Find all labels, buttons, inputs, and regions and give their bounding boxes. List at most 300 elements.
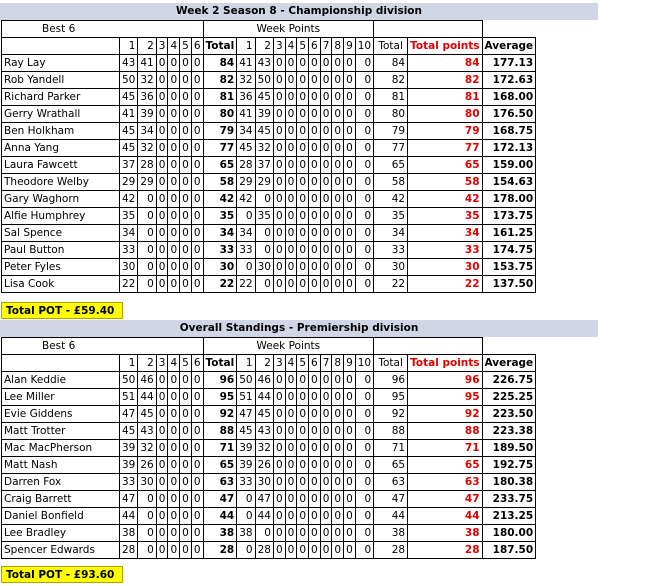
best-total-cell: 38 — [203, 525, 237, 542]
best-score-cell: 0 — [191, 191, 203, 208]
best-score-cell: 0 — [156, 208, 168, 225]
week-score-cell: 0 — [332, 174, 344, 191]
week-score-cell: 0 — [344, 474, 356, 491]
group-header-row — [2, 338, 536, 355]
week-score-cell: 0 — [309, 259, 321, 276]
table-row — [2, 123, 536, 140]
best-column-header: 3 — [156, 355, 168, 372]
best-score-cell: 39 — [138, 106, 156, 123]
best-column-header: 3 — [156, 38, 168, 55]
player-name: Matt Nash — [2, 457, 120, 474]
best-score-cell: 0 — [138, 225, 156, 242]
week-score-cell: 0 — [320, 157, 332, 174]
best-score-cell: 0 — [191, 491, 203, 508]
player-name: Ben Holkham — [2, 123, 120, 140]
best-score-cell: 29 — [120, 174, 138, 191]
total-points-cell: 44 — [408, 508, 482, 525]
week-score-cell: 0 — [297, 406, 309, 423]
week-score-cell: 0 — [297, 55, 309, 72]
week-score-cell: 35 — [255, 208, 273, 225]
week-score-cell: 30 — [255, 474, 273, 491]
table-row — [2, 140, 536, 157]
best-total-cell: 81 — [203, 89, 237, 106]
week-score-cell: 0 — [273, 372, 285, 389]
table-row — [2, 157, 536, 174]
best-score-cell: 0 — [156, 225, 168, 242]
week-score-cell: 0 — [273, 106, 285, 123]
best-score-cell: 0 — [191, 372, 203, 389]
week-score-cell: 36 — [237, 89, 255, 106]
best-score-cell: 0 — [191, 389, 203, 406]
week-score-cell: 44 — [255, 508, 273, 525]
best-score-cell: 0 — [168, 440, 180, 457]
week-score-cell: 0 — [320, 106, 332, 123]
week-score-cell: 0 — [309, 457, 321, 474]
average-cell: 172.13 — [482, 140, 536, 157]
average-cell: 153.75 — [482, 259, 536, 276]
week-score-cell: 0 — [297, 423, 309, 440]
week-score-cell: 0 — [320, 174, 332, 191]
week-column-header: 4 — [285, 355, 297, 372]
table-row — [2, 89, 536, 106]
total-points-cell: 95 — [408, 389, 482, 406]
week-score-cell: 0 — [309, 157, 321, 174]
best-score-cell: 0 — [191, 225, 203, 242]
week-score-cell: 0 — [332, 242, 344, 259]
week-score-cell: 0 — [355, 276, 373, 293]
best-score-cell: 0 — [191, 55, 203, 72]
best-score-cell: 45 — [120, 123, 138, 140]
week-score-cell: 0 — [355, 225, 373, 242]
week-score-cell: 33 — [237, 242, 255, 259]
table-row — [2, 372, 536, 389]
average-cell: 178.00 — [482, 191, 536, 208]
best-total-cell: 28 — [203, 542, 237, 559]
week-score-cell: 0 — [309, 508, 321, 525]
header-blank — [374, 338, 482, 355]
week-score-cell: 0 — [273, 423, 285, 440]
week-score-cell: 32 — [255, 440, 273, 457]
best-score-cell: 0 — [168, 157, 180, 174]
player-name: Anna Yang — [2, 140, 120, 157]
week-score-cell: 0 — [320, 225, 332, 242]
week-total-cell: 81 — [374, 89, 408, 106]
total-points-cell: 35 — [408, 208, 482, 225]
week-score-cell: 0 — [320, 440, 332, 457]
average-cell: 137.50 — [482, 276, 536, 293]
week-score-cell: 0 — [309, 140, 321, 157]
week-column-header: 8 — [332, 38, 344, 55]
best-score-cell: 0 — [168, 55, 180, 72]
total-points-cell: 79 — [408, 123, 482, 140]
best-score-cell: 0 — [180, 276, 192, 293]
best-score-cell: 0 — [168, 89, 180, 106]
best-score-cell: 0 — [180, 542, 192, 559]
week-score-cell: 0 — [237, 508, 255, 525]
week-column-header: 9 — [344, 355, 356, 372]
week-score-cell: 0 — [320, 259, 332, 276]
week-score-cell: 0 — [297, 208, 309, 225]
total-points-cell: 63 — [408, 474, 482, 491]
week-score-cell: 0 — [285, 123, 297, 140]
average-column-header: Average — [482, 38, 536, 55]
best-score-cell: 0 — [191, 140, 203, 157]
week-score-cell: 0 — [285, 423, 297, 440]
week-score-cell: 0 — [355, 89, 373, 106]
best-score-cell: 0 — [180, 457, 192, 474]
best-score-cell: 0 — [191, 106, 203, 123]
week-score-cell: 0 — [355, 474, 373, 491]
week-score-cell: 0 — [297, 542, 309, 559]
total-points-cell: 58 — [408, 174, 482, 191]
best-total-cell: 35 — [203, 208, 237, 225]
week-score-cell: 0 — [273, 525, 285, 542]
week-score-cell: 0 — [285, 174, 297, 191]
week-score-cell: 0 — [344, 191, 356, 208]
week-score-cell: 0 — [355, 389, 373, 406]
player-name: Lisa Cook — [2, 276, 120, 293]
best-total-cell: 47 — [203, 491, 237, 508]
week-score-cell: 0 — [273, 157, 285, 174]
week-score-cell: 38 — [237, 525, 255, 542]
week-score-cell: 0 — [297, 225, 309, 242]
week-score-cell: 0 — [320, 423, 332, 440]
week-total-cell: 33 — [374, 242, 408, 259]
week-score-cell: 0 — [355, 123, 373, 140]
best-score-cell: 0 — [156, 406, 168, 423]
best-score-cell: 0 — [168, 174, 180, 191]
best-score-cell: 45 — [120, 423, 138, 440]
name-column-header — [2, 355, 120, 372]
best-score-cell: 33 — [120, 242, 138, 259]
week-score-cell: 0 — [309, 123, 321, 140]
week-score-cell: 0 — [297, 525, 309, 542]
week-score-cell: 0 — [273, 174, 285, 191]
week-column-header: 10 — [355, 355, 373, 372]
week-score-cell: 0 — [273, 225, 285, 242]
week-score-cell: 0 — [297, 491, 309, 508]
total-points-cell: 88 — [408, 423, 482, 440]
best-score-cell: 0 — [138, 208, 156, 225]
group-header-row — [2, 21, 536, 38]
total-column-header: Total — [203, 38, 237, 55]
week-score-cell: 0 — [273, 123, 285, 140]
week-score-cell: 28 — [255, 542, 273, 559]
best-score-cell: 0 — [180, 106, 192, 123]
week-score-cell: 0 — [255, 242, 273, 259]
best-score-cell: 0 — [138, 191, 156, 208]
best-score-cell: 0 — [156, 72, 168, 89]
table-row — [2, 457, 536, 474]
week-score-cell: 0 — [332, 491, 344, 508]
best-score-cell: 0 — [156, 491, 168, 508]
best-score-cell: 0 — [168, 525, 180, 542]
total-points-cell: 33 — [408, 242, 482, 259]
best-score-cell: 26 — [138, 457, 156, 474]
week-score-cell: 50 — [237, 372, 255, 389]
best-score-cell: 50 — [120, 372, 138, 389]
week-score-cell: 0 — [332, 276, 344, 293]
average-cell: 189.50 — [482, 440, 536, 457]
best-score-cell: 41 — [138, 55, 156, 72]
week-score-cell: 0 — [297, 508, 309, 525]
total-points-column-header: Total points — [408, 355, 482, 372]
week-total-cell: 22 — [374, 276, 408, 293]
best-total-cell: 34 — [203, 225, 237, 242]
week-score-cell: 0 — [320, 372, 332, 389]
average-cell: 180.38 — [482, 474, 536, 491]
table-row — [2, 440, 536, 457]
week-score-cell: 0 — [297, 457, 309, 474]
week-score-cell: 0 — [320, 508, 332, 525]
best-score-cell: 33 — [120, 474, 138, 491]
week-total-cell: 84 — [374, 55, 408, 72]
week-score-cell: 0 — [344, 372, 356, 389]
week-score-cell: 34 — [237, 123, 255, 140]
average-cell: 233.75 — [482, 491, 536, 508]
week-score-cell: 0 — [355, 491, 373, 508]
best-score-cell: 39 — [120, 457, 138, 474]
week-score-cell: 26 — [255, 457, 273, 474]
best-score-cell: 0 — [180, 225, 192, 242]
average-cell: 192.75 — [482, 457, 536, 474]
best-column-header: 1 — [120, 38, 138, 55]
total-points-cell: 84 — [408, 55, 482, 72]
week-score-cell: 0 — [273, 208, 285, 225]
week-score-cell: 0 — [355, 525, 373, 542]
best-score-cell: 0 — [168, 208, 180, 225]
week-score-cell: 0 — [320, 457, 332, 474]
best-total-cell: 42 — [203, 191, 237, 208]
average-cell: 174.75 — [482, 242, 536, 259]
week-score-cell: 0 — [297, 259, 309, 276]
week-score-cell: 43 — [255, 423, 273, 440]
week-score-cell: 0 — [285, 406, 297, 423]
week-score-cell: 0 — [332, 508, 344, 525]
standings-table-championship — [1, 20, 536, 293]
total-points-cell: 22 — [408, 276, 482, 293]
best-score-cell: 45 — [120, 140, 138, 157]
best-score-cell: 0 — [191, 542, 203, 559]
best-column-header: 1 — [120, 355, 138, 372]
best-score-cell: 34 — [120, 225, 138, 242]
best-score-cell: 37 — [120, 157, 138, 174]
best-score-cell: 0 — [156, 389, 168, 406]
week-score-cell: 0 — [355, 55, 373, 72]
week-score-cell: 0 — [297, 389, 309, 406]
best-score-cell: 0 — [168, 140, 180, 157]
week-score-cell: 0 — [297, 106, 309, 123]
week-score-cell: 0 — [344, 174, 356, 191]
week-score-cell: 22 — [237, 276, 255, 293]
average-cell: 213.25 — [482, 508, 536, 525]
week-score-cell: 0 — [355, 423, 373, 440]
best-score-cell: 28 — [120, 542, 138, 559]
week-score-cell: 0 — [273, 457, 285, 474]
best-score-cell: 0 — [180, 389, 192, 406]
best-total-cell: 88 — [203, 423, 237, 440]
table-row — [2, 423, 536, 440]
best-score-cell: 0 — [168, 106, 180, 123]
best-total-cell: 95 — [203, 389, 237, 406]
week-score-cell: 0 — [273, 440, 285, 457]
week-score-cell: 0 — [355, 106, 373, 123]
week-score-cell: 47 — [255, 491, 273, 508]
week-score-cell: 0 — [344, 140, 356, 157]
week-score-cell: 0 — [285, 157, 297, 174]
week-score-cell: 0 — [355, 72, 373, 89]
player-name: Daniel Bonfield — [2, 508, 120, 525]
week-total-cell: 88 — [374, 423, 408, 440]
best-score-cell: 0 — [156, 474, 168, 491]
week-score-cell: 0 — [297, 242, 309, 259]
week-total-column-header: Total — [374, 355, 408, 372]
week-score-cell: 0 — [332, 389, 344, 406]
best-score-cell: 0 — [180, 372, 192, 389]
week-score-cell: 0 — [355, 457, 373, 474]
week-score-cell: 0 — [332, 55, 344, 72]
best-score-cell: 0 — [138, 525, 156, 542]
week-score-cell: 41 — [237, 55, 255, 72]
week-score-cell: 0 — [285, 89, 297, 106]
average-cell: 223.38 — [482, 423, 536, 440]
week-total-cell: 47 — [374, 491, 408, 508]
week-total-cell: 35 — [374, 208, 408, 225]
week-score-cell: 0 — [344, 242, 356, 259]
week-score-cell: 0 — [320, 491, 332, 508]
total-points-cell: 96 — [408, 372, 482, 389]
week-score-cell: 0 — [320, 474, 332, 491]
best-score-cell: 0 — [191, 276, 203, 293]
week-score-cell: 0 — [273, 276, 285, 293]
week-score-cell: 0 — [309, 55, 321, 72]
best-score-cell: 0 — [191, 259, 203, 276]
best-score-cell: 50 — [120, 72, 138, 89]
week-score-cell: 0 — [332, 457, 344, 474]
week-score-cell: 0 — [285, 225, 297, 242]
best-score-cell: 0 — [156, 508, 168, 525]
best-score-cell: 0 — [191, 208, 203, 225]
best-score-cell: 0 — [156, 242, 168, 259]
week-score-cell: 0 — [355, 259, 373, 276]
average-cell: 176.50 — [482, 106, 536, 123]
best-score-cell: 0 — [138, 491, 156, 508]
best-score-cell: 0 — [168, 372, 180, 389]
week-score-cell: 34 — [237, 225, 255, 242]
average-cell: 225.25 — [482, 389, 536, 406]
week-score-cell: 37 — [255, 157, 273, 174]
week-column-header: 6 — [309, 38, 321, 55]
best-score-cell: 0 — [156, 191, 168, 208]
week-score-cell: 0 — [273, 259, 285, 276]
best-score-cell: 0 — [156, 89, 168, 106]
week-total-cell: 95 — [374, 389, 408, 406]
best-score-cell: 0 — [180, 89, 192, 106]
week-column-header: 5 — [297, 355, 309, 372]
week-score-cell: 0 — [285, 276, 297, 293]
section-title-championship: Week 2 Season 8 - Championship division — [0, 3, 598, 20]
best-score-cell: 0 — [180, 55, 192, 72]
best-score-cell: 0 — [138, 542, 156, 559]
best-score-cell: 0 — [180, 508, 192, 525]
week-score-cell: 0 — [320, 242, 332, 259]
best-score-cell: 30 — [120, 259, 138, 276]
week-score-cell: 0 — [297, 157, 309, 174]
week-score-cell: 0 — [309, 474, 321, 491]
best-score-cell: 0 — [156, 542, 168, 559]
week-score-cell: 0 — [309, 242, 321, 259]
best-score-cell: 32 — [138, 140, 156, 157]
week-score-cell: 0 — [332, 191, 344, 208]
best-score-cell: 38 — [120, 525, 138, 542]
week-score-cell: 44 — [255, 389, 273, 406]
week-score-cell: 0 — [285, 242, 297, 259]
week-total-cell: 65 — [374, 157, 408, 174]
best-score-cell: 0 — [191, 157, 203, 174]
week-score-cell: 0 — [332, 406, 344, 423]
best-score-cell: 0 — [180, 72, 192, 89]
week-column-header: 8 — [332, 355, 344, 372]
week-score-cell: 0 — [297, 372, 309, 389]
week-score-cell: 32 — [237, 72, 255, 89]
best-score-cell: 51 — [120, 389, 138, 406]
week-column-header: 1 — [237, 38, 255, 55]
table-row — [2, 208, 536, 225]
week-score-cell: 0 — [344, 423, 356, 440]
week-score-cell: 0 — [320, 542, 332, 559]
week-score-cell: 0 — [332, 106, 344, 123]
total-points-cell: 65 — [408, 157, 482, 174]
week-score-cell: 0 — [344, 440, 356, 457]
best-score-cell: 0 — [156, 525, 168, 542]
week-score-cell: 0 — [297, 474, 309, 491]
best-score-cell: 0 — [180, 474, 192, 491]
player-name: Mac MacPherson — [2, 440, 120, 457]
week-score-cell: 29 — [255, 174, 273, 191]
player-name: Matt Trotter — [2, 423, 120, 440]
best-column-header: 2 — [138, 38, 156, 55]
week-score-cell: 42 — [237, 191, 255, 208]
week-score-cell: 0 — [285, 372, 297, 389]
week-score-cell: 46 — [255, 372, 273, 389]
week-score-cell: 0 — [309, 542, 321, 559]
week-score-cell: 0 — [332, 525, 344, 542]
total-pot-premiership: Total POT - £93.60 — [1, 566, 123, 583]
best-column-header: 6 — [191, 355, 203, 372]
week-score-cell: 0 — [344, 276, 356, 293]
week-total-column-header: Total — [374, 38, 408, 55]
best-score-cell: 44 — [120, 508, 138, 525]
best-score-cell: 30 — [138, 474, 156, 491]
week-points-header: Week Points — [203, 21, 374, 38]
best-score-cell: 0 — [191, 72, 203, 89]
average-cell: 159.00 — [482, 157, 536, 174]
week-score-cell: 0 — [332, 123, 344, 140]
player-name: Rob Yandell — [2, 72, 120, 89]
best-column-header: 5 — [180, 355, 192, 372]
best-score-cell: 0 — [180, 406, 192, 423]
best-score-cell: 0 — [168, 406, 180, 423]
best-score-cell: 0 — [168, 423, 180, 440]
week-score-cell: 0 — [273, 89, 285, 106]
best-score-cell: 36 — [138, 89, 156, 106]
best-score-cell: 0 — [156, 140, 168, 157]
best-score-cell: 41 — [120, 106, 138, 123]
best-score-cell: 0 — [168, 276, 180, 293]
week-column-header: 3 — [273, 38, 285, 55]
week-score-cell: 0 — [273, 242, 285, 259]
table-row — [2, 225, 536, 242]
